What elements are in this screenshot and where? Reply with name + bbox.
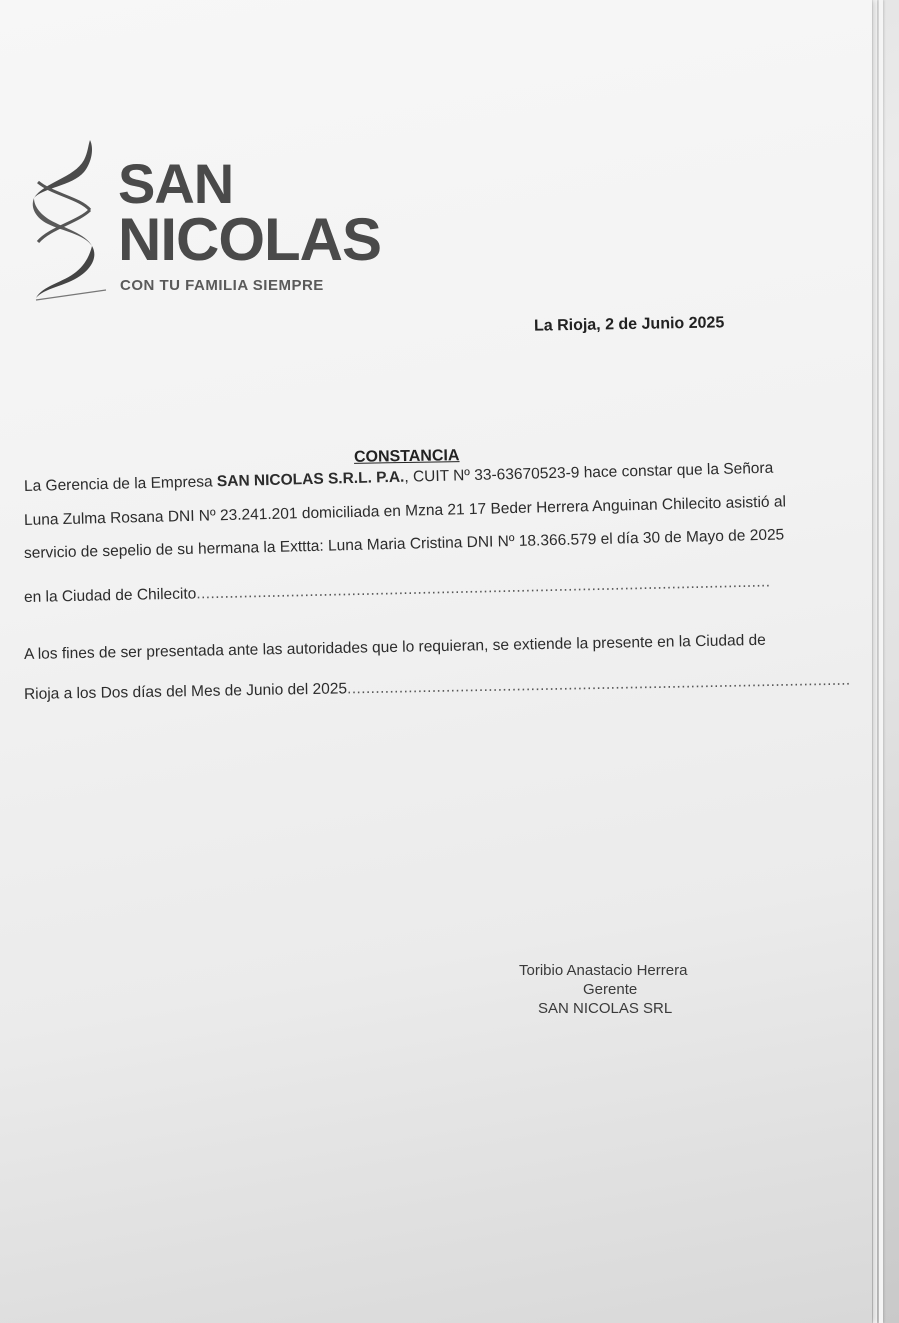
page-edge [873, 0, 877, 1323]
page-edge [879, 0, 883, 1323]
signature-role: Gerente [583, 981, 638, 998]
paragraph2-line2 [24, 672, 851, 704]
text-run: Rioja a los Dos días del Mes de Junio del 2025 [23, 680, 348, 703]
text-run: en la Ciudad de Chilecito [23, 585, 197, 606]
logo-tagline: CON TU FAMILIA SIEMPRE [120, 277, 324, 294]
paragraph1-line3: servicio de sepelio de su hermana la Exttta: Luna Maria Cristina DNI Nº 18.366.579 el día 30 de Mayo de 2025 [23, 526, 785, 562]
paragraph1-line4 [24, 573, 771, 607]
signature-company: SAN NICOLAS SRL [538, 1000, 673, 1017]
paragraph1-line2: Luna Zulma Rosana DNI Nº 23.241.201 domiciliada en Mzna 21 17 Beder Herrera Anguinan Chilecito asistió al [23, 493, 787, 529]
document-date: La Rioja, 2 de Junio 2025 [533, 314, 725, 335]
signature-name: Toribio Anastacio Herrera [519, 962, 688, 979]
logo-ribbon-icon [28, 138, 108, 303]
company-name-bold: SAN NICOLAS S.R.L. P.A. [216, 468, 405, 491]
company-logo [28, 138, 388, 308]
dot-leader: ........................................................................................................... [346, 671, 851, 698]
dot-leader: .......................................................................................................................... [196, 573, 771, 603]
text-run: La Gerencia de la Empresa [23, 473, 218, 495]
paragraph2-line1: A los fines de ser presentada ante las autoridades que lo requieran, se extiende la presente en la Ciudad de [23, 631, 766, 663]
logo-wordmark-line2: NICOLAS [118, 206, 381, 273]
document-title: CONSTANCIA [353, 447, 460, 466]
text-run: , CUIT Nº 33-63670523-9 hace constar que la Señora [404, 459, 774, 486]
logo-wordmark-line1: SAN [118, 152, 234, 215]
